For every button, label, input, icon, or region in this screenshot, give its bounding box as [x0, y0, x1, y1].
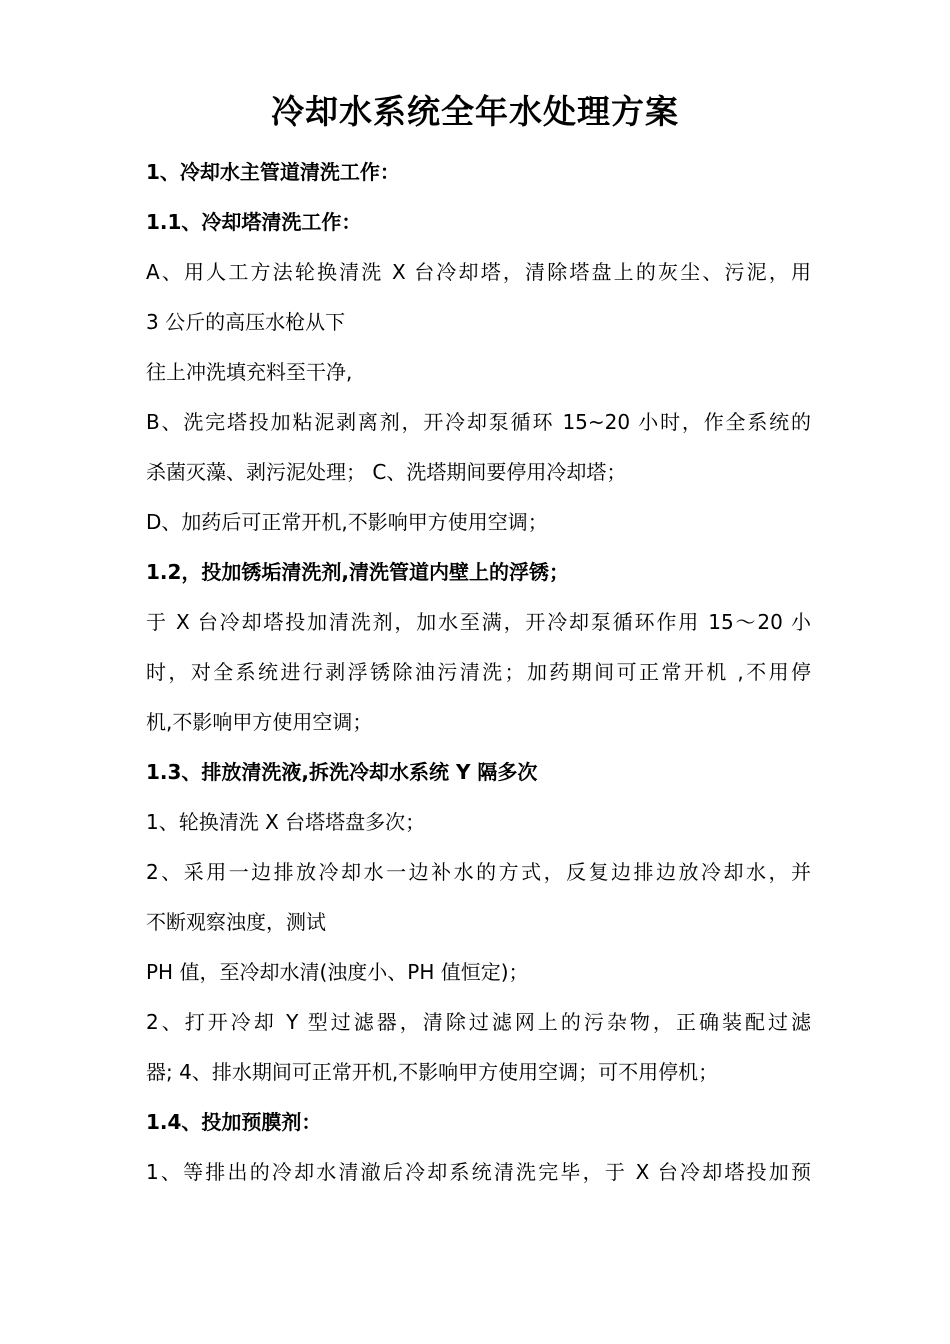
paragraph-line: 2、采用一边排放冷却水一边补水的方式，反复边排边放冷却水，并: [146, 860, 811, 884]
paragraph-line: 1、等排出的冷却水清澈后冷却系统清洗完毕，于 X 台冷却塔投加预: [146, 1160, 811, 1184]
paragraph-line: 不断观察浊度，测试: [146, 910, 326, 934]
heading-1: 1、冷却水主管道清洗工作：: [146, 160, 400, 184]
paragraph-line: B、洗完塔投加粘泥剥离剂，开冷却泵循环 15~20 小时，作全系统的: [146, 410, 811, 434]
heading-1-2: 1.2，投加锈垢清洗剂,清洗管道内壁上的浮锈；: [146, 560, 570, 584]
paragraph-line: 2、打开冷却 Y 型过滤器，清除过滤网上的污杂物，正确装配过滤: [146, 1010, 811, 1034]
paragraph-line: 时，对全系统进行剥浮锈除油污清洗；加药期间可正常开机 ,不用停: [146, 660, 811, 684]
paragraph-line: 3 公斤的高压水枪从下: [146, 310, 346, 334]
paragraph-line: 于 X 台冷却塔投加清洗剂，加水至满，开冷却泵循环作用 15～20 小: [146, 610, 811, 634]
paragraph-line: 机,不影响甲方使用空调；: [146, 710, 373, 734]
paragraph-line: D、加药后可正常开机,不影响甲方使用空调；: [146, 510, 548, 534]
document-title: 冷却水系统全年水处理方案: [271, 92, 679, 131]
paragraph-line: A、用人工方法轮换清洗 X 台冷却塔，清除塔盘上的灰尘、污泥，用: [146, 260, 811, 284]
paragraph-line: 1、轮换清洗 X 台塔塔盘多次；: [146, 810, 426, 834]
paragraph-line: 往上冲洗填充料至干净,: [146, 360, 353, 384]
paragraph-line: PH 值，至冷却水清(浊度小、PH 值恒定)；: [146, 960, 529, 984]
heading-1-4: 1.4、投加预膜剂：: [146, 1110, 322, 1134]
heading-1-1: 1.1、冷却塔清洗工作：: [146, 210, 362, 234]
paragraph-line: 杀菌灭藻、剥污泥处理； C、洗塔期间要停用冷却塔；: [146, 460, 627, 484]
heading-1-3: 1.3、排放清洗液,拆洗冷却水系统 Y 隔多次: [146, 760, 538, 784]
paragraph-line: 器; 4、排水期间可正常开机,不影响甲方使用空调；可不用停机；: [146, 1060, 719, 1084]
